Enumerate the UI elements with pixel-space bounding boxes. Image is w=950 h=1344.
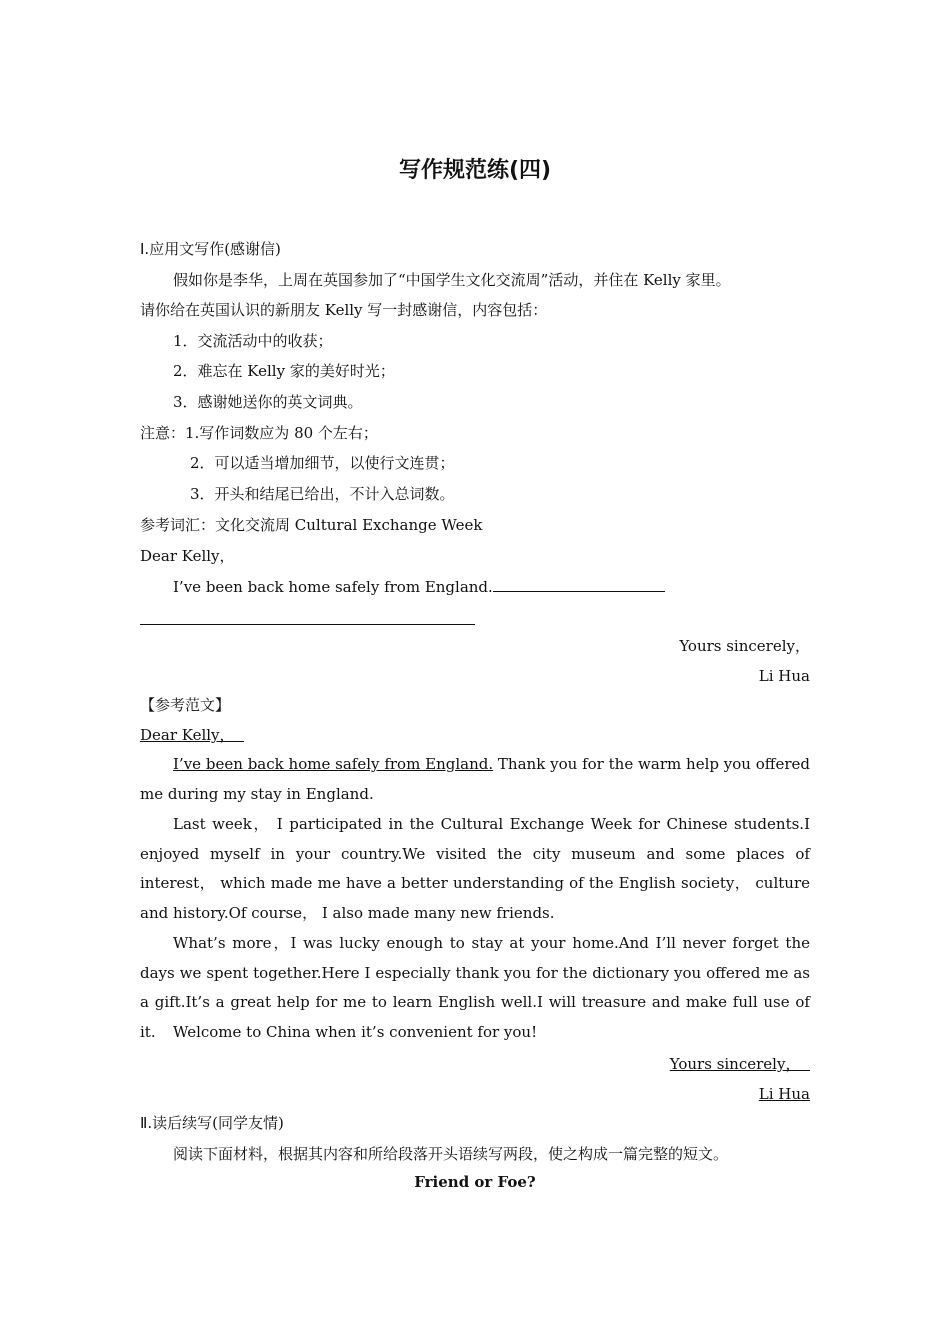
section-heading-type: (同学友情) xyxy=(212,1114,284,1132)
section-heading-main: Ⅱ.读后续写 xyxy=(140,1114,213,1132)
sample-signature: Li Hua xyxy=(758,1085,810,1103)
letter-opening-line xyxy=(140,576,810,598)
answer-blank xyxy=(493,577,665,592)
sample-closing-line xyxy=(140,1053,810,1075)
sample-paragraph-1-text: Thank you for the warm help you offered me during my stay in England. xyxy=(140,755,810,803)
sample-paragraph-3: What’s more，I was lucky enough to stay at your home.And I’ll never forget the days we spent together.Here I especially thank you for the dictionary you offered me as a gift.It’s a great help for me to learn English well.I will treasure and make full use of it. xyxy=(140,934,810,1042)
section-heading-practical-writing xyxy=(140,238,810,260)
letter-greeting: Dear Kelly， xyxy=(140,547,235,565)
notes-line: 3．开头和结尾已给出，不计入总词数。 xyxy=(190,485,455,503)
content-point: 3．感谢她送你的英文词典。 xyxy=(173,393,363,411)
letter-signature: Li Hua xyxy=(758,667,810,685)
sample-paragraph-4: Welcome to China when it’s convenient for you! xyxy=(173,1023,538,1041)
notes-line: 注意：1.写作词数应为 80 个左右； xyxy=(140,424,378,442)
reference-vocabulary: 参考词汇：文化交流周 Cultural Exchange Week xyxy=(140,516,483,534)
letter-opening-text: I’ve been back home safely from England. xyxy=(173,578,493,596)
sample-closing: Yours sincerely， xyxy=(669,1055,801,1073)
notes-line: 2．可以适当增加细节，以使行文连贯； xyxy=(190,454,455,472)
story-title: Friend or Foe? xyxy=(414,1173,536,1191)
section-heading-main: Ⅰ.应用文写作 xyxy=(140,240,225,258)
sample-greeting-line xyxy=(140,724,810,746)
letter-closing: Yours sincerely， xyxy=(679,637,810,655)
sample-paragraph-1 xyxy=(140,750,810,809)
sample-answer-heading: 【参考范文】 xyxy=(140,696,231,714)
content-point: 2．难忘在 Kelly 家的美好时光； xyxy=(173,362,395,380)
continuation-instruction: 阅读下面材料，根据其内容和所给段落开头语续写两段，使之构成一篇完整的短文。 xyxy=(173,1145,729,1163)
prompt-line-1: 假如你是李华，上周在英国参加了“中国学生文化交流周”活动，并住在 Kelly 家里。 xyxy=(173,271,731,289)
section-heading-type: (感谢信) xyxy=(224,240,281,258)
prompt-line-2: 请你给在英国认识的新朋友 Kelly 写一封感谢信，内容包括： xyxy=(140,301,548,319)
sample-paragraph-2: Last week， I participated in the Cultural Exchange Week for Chinese students.I enjoyed myself in your country.We visited the city museum and some places of interest， which made me have a better understanding of the English society， culture and history.Of course， I also made many new friends. xyxy=(140,815,810,923)
page-title: 写作规范练(四) xyxy=(398,158,552,183)
content-point: 1．交流活动中的收获； xyxy=(173,332,333,350)
answer-blank-line xyxy=(140,624,475,625)
sample-signature-line xyxy=(140,1083,810,1105)
section-heading-continuation-writing xyxy=(140,1112,810,1134)
sample-greeting: Dear Kelly， xyxy=(140,726,235,744)
sample-opening-underlined: I’ve been back home safely from England. xyxy=(173,755,494,773)
